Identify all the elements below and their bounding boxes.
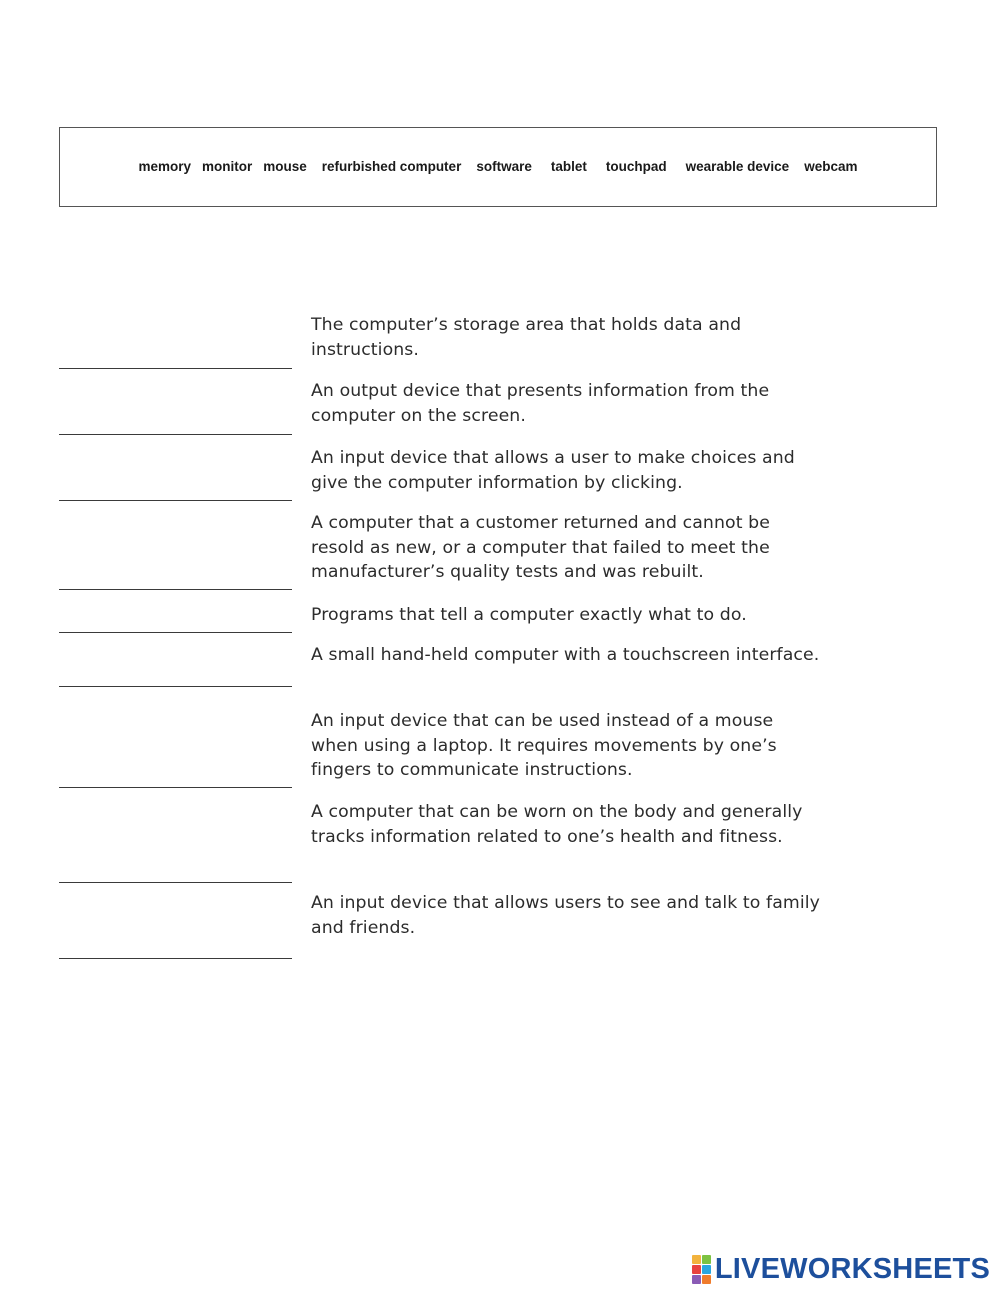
definition-2: An output device that presents information from the computer on the screen. [311,381,770,426]
logo-block [692,1265,701,1274]
answer-input-5[interactable] [59,604,296,624]
definition-9: An input device that allows users to see and talk to family and friends. [311,893,820,938]
definition-6: A small hand-held computer with a touchscreen interface. [311,645,820,665]
word-bank-list [139,159,858,174]
answer-line-8 [59,882,292,883]
brand-text: LIVEWORKSHEETS [714,1252,990,1285]
logo-block [702,1275,711,1284]
word-bank-item: refurbished computer [321,158,462,174]
definition-7: An input device that can be used instead of a mouse when using a laptop. It requires movements by one’s fingers to communicate instructions. [311,711,777,780]
liveworksheets-brand [692,1252,990,1286]
answer-line-2 [59,434,292,435]
answer-input-4[interactable] [59,561,296,581]
answer-input-8[interactable] [59,854,296,874]
definition-3: An input device that allows a user to make choices and give the computer information by clicking. [311,448,795,493]
definition-4: A computer that a customer returned and cannot be resold as new, or a computer that failed to meet the manufacturer’s quality tests and was rebuilt. [311,513,770,582]
answer-input-1[interactable] [59,340,296,360]
logo-block [702,1265,711,1274]
word-bank-item: monitor [202,158,253,174]
word-bank-item: software [476,158,532,174]
answer-input-3[interactable] [59,472,296,492]
answer-line-1 [59,368,292,369]
answer-input-6[interactable] [59,658,296,678]
logo-block [702,1255,711,1264]
logo-block [692,1275,701,1284]
definition-1: The computer’s storage area that holds data and instructions. [311,315,742,360]
answer-line-4 [59,589,292,590]
answer-line-5 [59,632,292,633]
answer-line-3 [59,500,292,501]
answer-line-9 [59,958,292,959]
answer-input-7[interactable] [59,759,296,779]
logo-block [692,1255,701,1264]
word-bank-item: touchpad [605,158,667,174]
word-bank-item: wearable device [685,158,790,174]
liveworksheets-logo-icon [692,1255,711,1284]
word-bank-item: memory [138,158,192,174]
answer-input-2[interactable] [59,406,296,426]
word-bank-item: webcam [804,158,858,174]
answer-input-9[interactable] [59,930,296,950]
word-bank-item: mouse [263,158,307,174]
word-bank-box [59,127,937,207]
answer-line-6 [59,686,292,687]
definition-5: Programs that tell a computer exactly what to do. [311,605,747,625]
definition-8: A computer that can be worn on the body and generally tracks information related to one’s health and fitness. [311,802,803,847]
answer-line-7 [59,787,292,788]
word-bank-item: tablet [550,158,587,174]
